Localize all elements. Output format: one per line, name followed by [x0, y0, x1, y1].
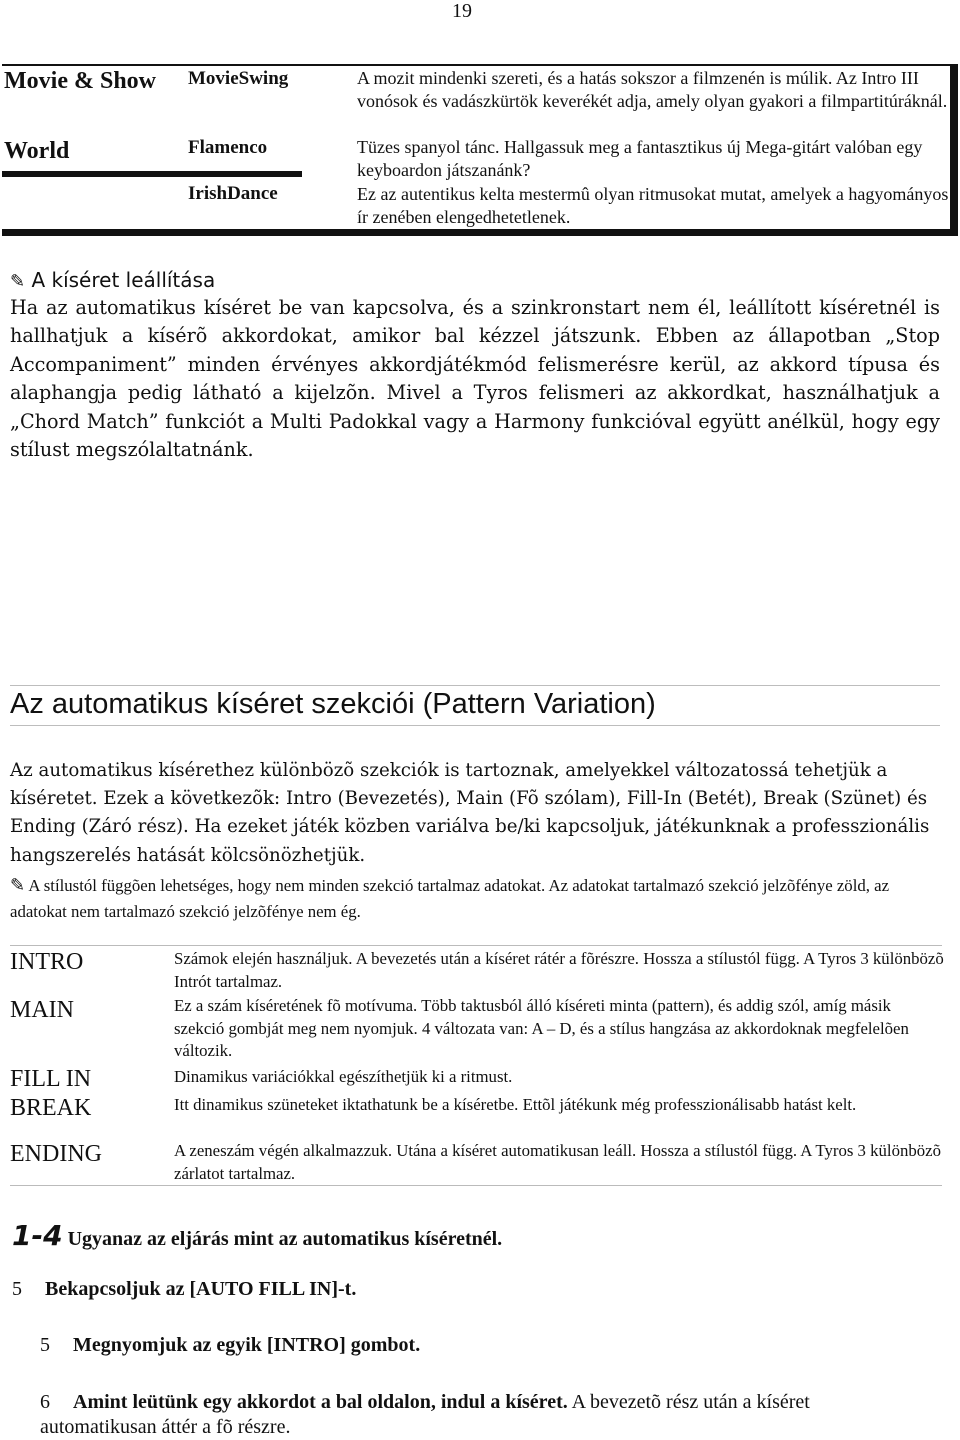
step-number: 6 [40, 1391, 50, 1413]
pencil-icon: ✎ [10, 271, 26, 292]
section-desc-ending: A zeneszám végén alkalmazzuk. Utána a kíséret automatikusan leáll. Hossza a stílustól függ. A Tyros 3 különbözõ zárlatot tartalmaz. [174, 1141, 941, 1183]
style-name-irishdance: IrishDance [188, 183, 278, 204]
sections-table [10, 945, 942, 1187]
table-rule-mid [2, 171, 302, 177]
step-number: 5 [12, 1278, 22, 1300]
section-desc-main: Ez a szám kíséretének fõ motívuma. Több taktusból álló kíséreti minta (pattern), és addig szól, amíg másik szekció gombját meg nem nyomjuk. 4 változata van: A – D, és a stílus hangzása az akkordoknak megfelelõen változik. [174, 996, 909, 1060]
step-5-auto-fill [12, 1278, 356, 1301]
step-text: A bevezetõ rész után a kíséret automatikusan áttér a fõ részre. [40, 1391, 810, 1438]
step-number: 5 [40, 1334, 50, 1356]
stop-title-text: A kíséret leállítása [31, 268, 216, 292]
section-desc-fill-in: Dinamikus variációkkal egészíthetjük ki a ritmust. [174, 1067, 513, 1086]
section-desc-break: Itt dinamikus szüneteket iktathatunk be a kíséretbe. Ettõl játékunk még professzionálisabb hatást kelt. [174, 1095, 857, 1114]
section-desc-intro: Számok elején használjuk. A bevezetés után a kíséret rátér a fõrészre. Hossza a stílustól függ. A Tyros 3 különbözõ Intrót tartalmaz. [174, 949, 944, 991]
step-6 [40, 1390, 920, 1440]
step-text: Megnyomjuk az egyik [INTRO] gombot. [73, 1334, 421, 1356]
section-label-intro: INTRO [10, 949, 84, 975]
pattern-intro: Az automatikus kísérethez különbözõ szekciók is tartoznak, amelyekkel változatossá tehetjük a kíséretet. Ezek a következõk: Intro (Bevezetés), Main (Fõ szólam), Fill-In (Betét), Break (Szünet) és Ending (Záró rész). Ha ezeket játék közben variálva be/ki kapcsoljuk, játékunknak a professzionális hangszerelés hatását kölcsönözhetjük. [10, 760, 930, 866]
category-world: World [4, 138, 70, 164]
table-rule-bottom [2, 229, 958, 236]
stop-section-body: Ha az automatikus kíséret be van kapcsolva, és a szinkronstart nem él, leállított kíséretnél is hallhatjuk a kísérõ akkordokat, amikor bal kézzel játszunk. Ebben az állapotban „Stop Accompaniment” minden érvényes akkordjátékmód felismerésre kerül, az akkord típusa és alaphangja pedig látható a kijelzõn. Mivel a Tyros felismeri az akkordkat, használhatjuk a „Chord Match” funkciót a Multi Padokkal vagy a Harmony funkcióval együtt anélkül, hogy egy stílust megszólaltatnánk. [10, 296, 940, 462]
table-rule-right [950, 64, 958, 236]
pattern-note-text: A stílustól függõen lehetséges, hogy nem minden szekció tartalmaz adatokat. Az adatokat tartalmazó szekció jelzõfénye zöld, az adatokat nem tartalmazó szekció jelzõfénye nem ég. [10, 876, 890, 921]
table-rule-top [2, 64, 956, 66]
sections-table-bottom-line [10, 1185, 942, 1186]
step-5-intro [40, 1334, 420, 1357]
style-name-movieswing: MovieSwing [188, 68, 289, 89]
heading-rule-top [10, 685, 940, 686]
section-label-ending: ENDING [10, 1141, 102, 1167]
section-label-break: BREAK [10, 1095, 92, 1121]
pattern-note [10, 873, 940, 925]
sections-table-top-line [10, 945, 942, 946]
style-name-flamenco: Flamenco [188, 137, 268, 158]
section-label-main: MAIN [10, 997, 74, 1023]
section-heading: Az automatikus kíséret szekciói (Pattern Variation) [10, 688, 940, 726]
pencil-icon: ✎ [10, 875, 26, 896]
step-1-4 [12, 1219, 502, 1252]
step-number: 1-4 [12, 1219, 63, 1252]
section-label-fill-in: FILL IN [10, 1066, 92, 1092]
step-text-bold: Amint leütünk egy akkordot a bal oldalon, indul a kíséret. [73, 1391, 568, 1413]
stop-section-title [10, 268, 215, 292]
step-text: Bekapcsoljuk az [AUTO FILL IN]-t. [45, 1278, 357, 1300]
style-table [2, 64, 958, 236]
category-movie-show: Movie & Show [4, 68, 156, 94]
style-desc-movieswing: A mozit mindenki szereti, és a hatás sokszor a filmzenén is múlik. Az Intro III vonósok és vadászkürtök keverékét adja, amely olyan gyakori a filmpartitúráknál. [357, 68, 948, 111]
page-number: 19 [452, 0, 472, 22]
style-desc-flamenco: Tüzes spanyol tánc. Hallgassuk meg a fantasztikus új Mega-gitárt valóban egy keyboardon játszanánk? [357, 137, 923, 180]
style-desc-irishdance: Ez az autentikus kelta mestermû olyan ritmusokat mutat, amelyek a hagyományos ír zenében elengedhetetlenek. [357, 184, 949, 227]
step-text: Ugyanaz az eljárás mint az automatikus kíséretnél. [67, 1228, 503, 1250]
